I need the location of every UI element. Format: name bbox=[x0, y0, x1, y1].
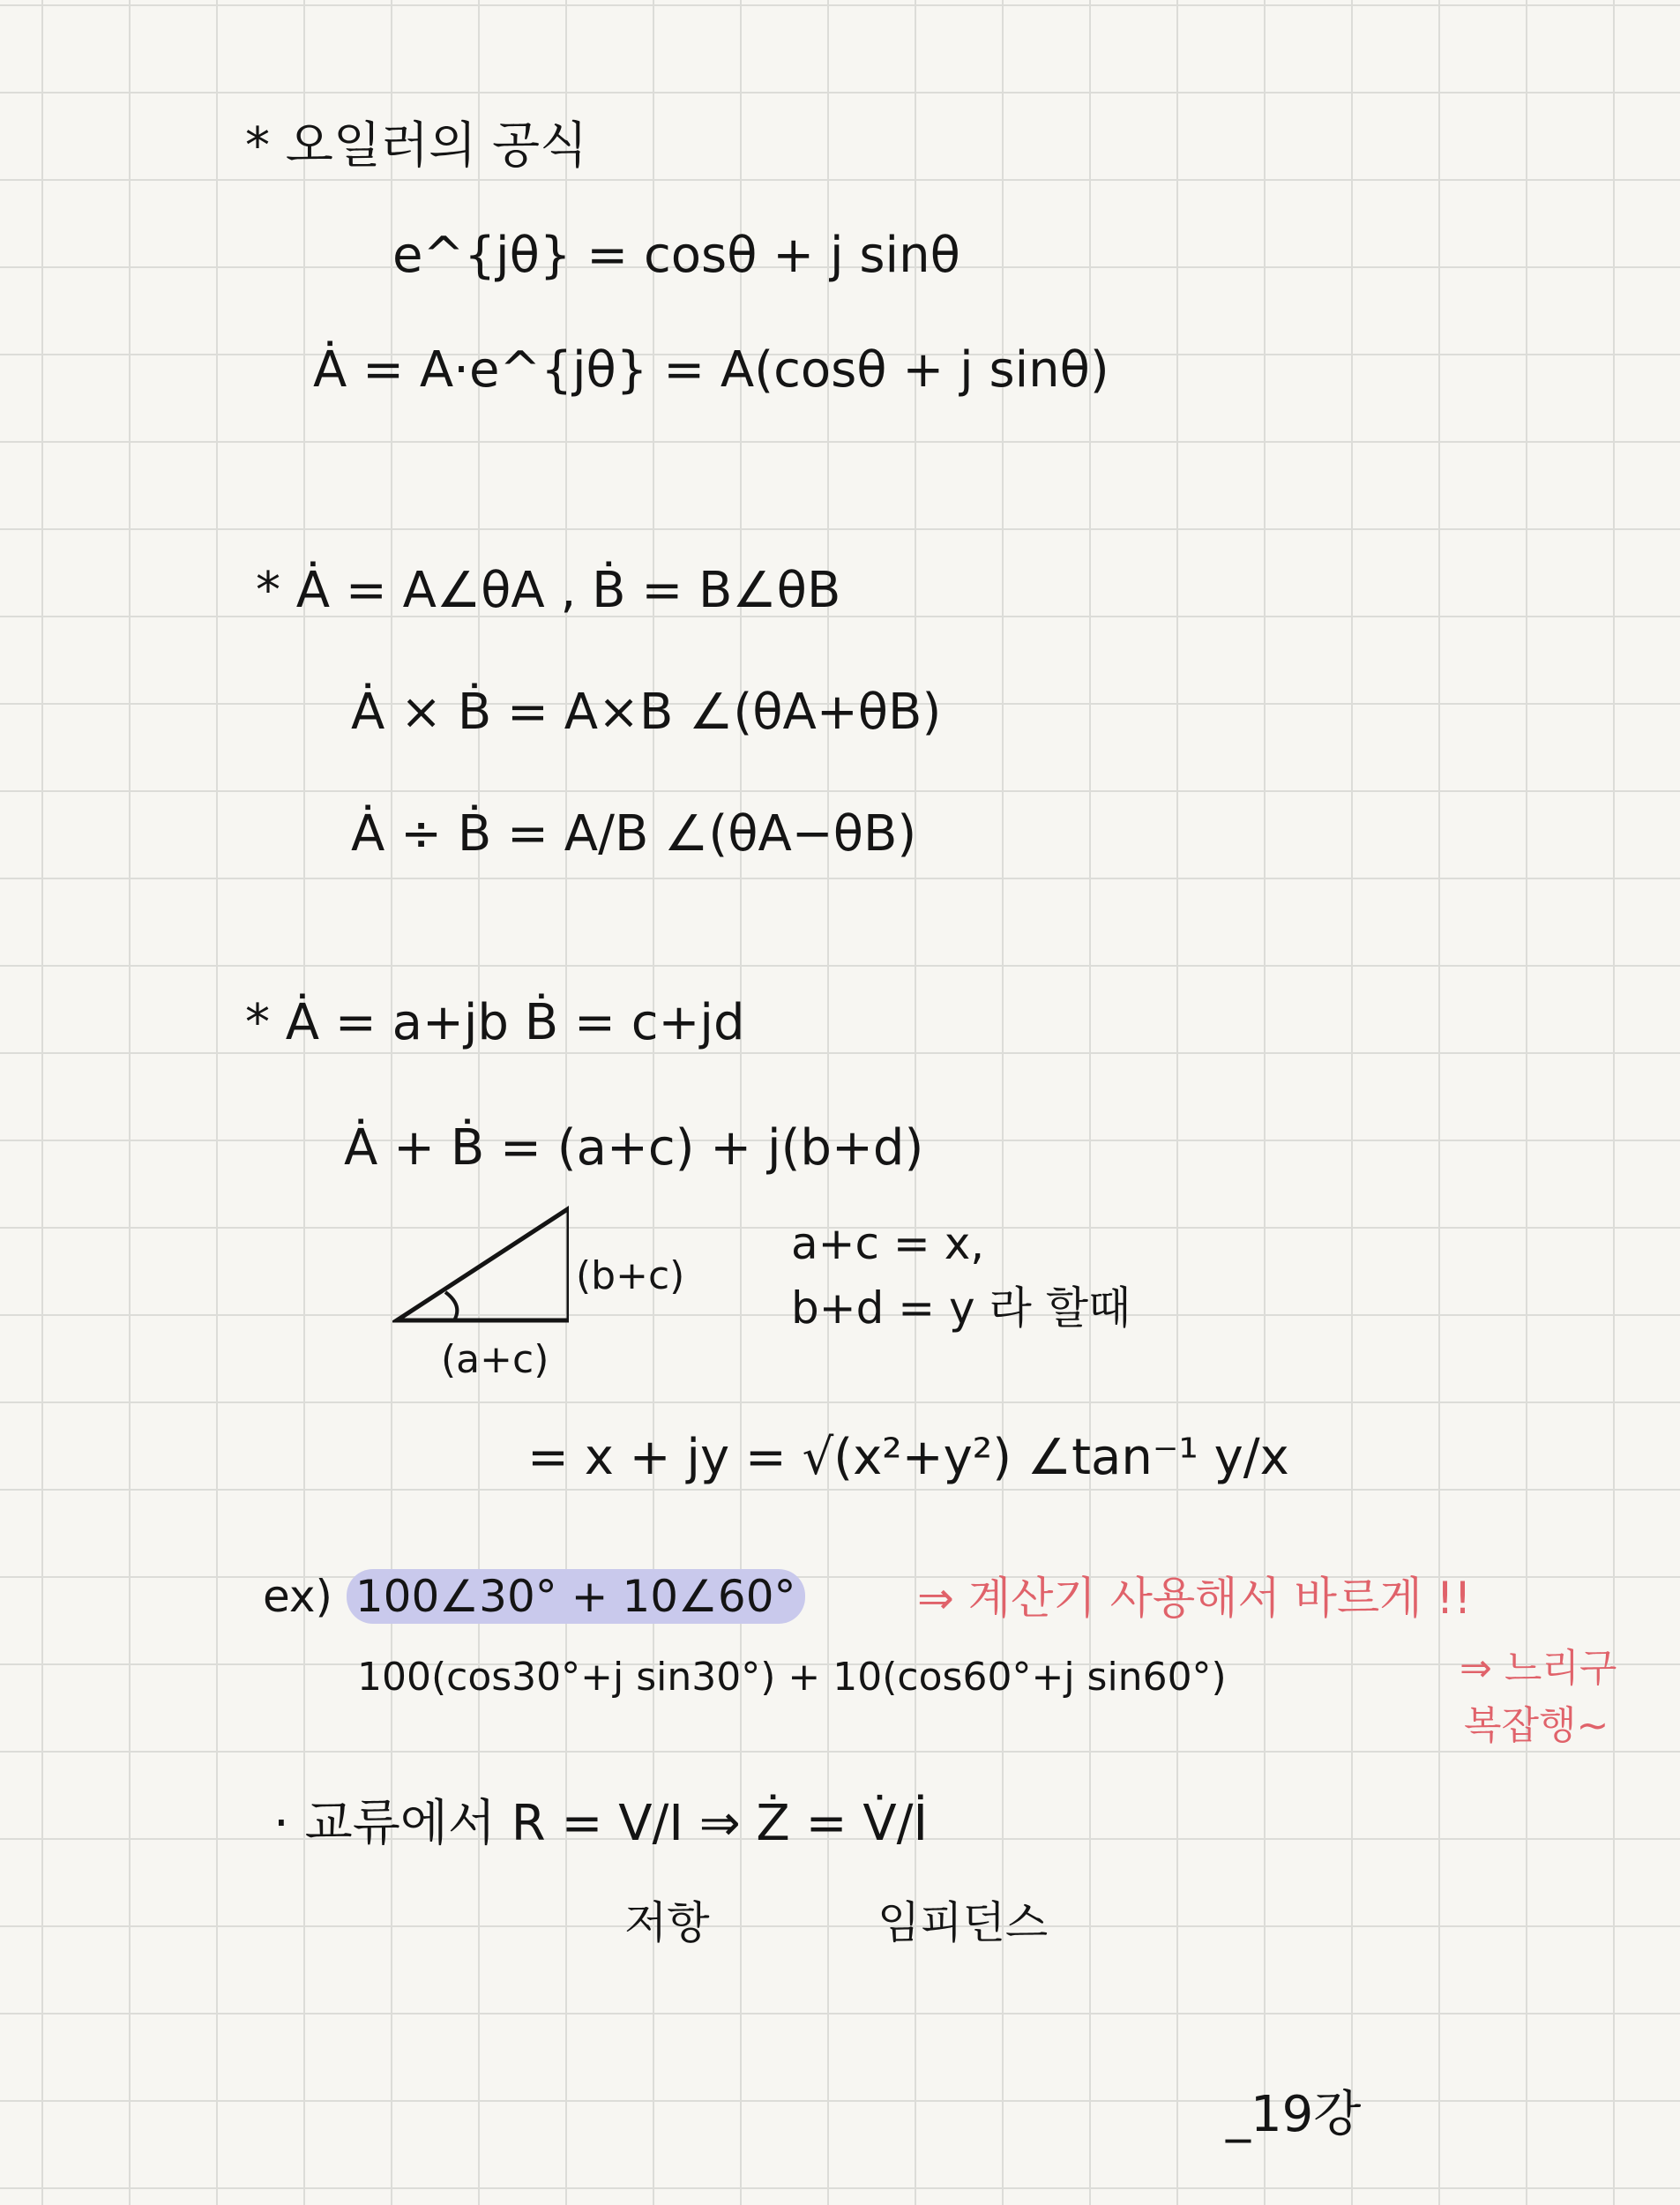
substitution-line-1: a+c = x, bbox=[791, 1218, 985, 1269]
example-expression bbox=[263, 1571, 805, 1622]
example-highlight: 100∠30° + 10∠60° bbox=[347, 1569, 805, 1624]
rect-result: = x + jy = √(x²+y²) ∠tan⁻¹ y/x bbox=[527, 1429, 1289, 1486]
rect-add: Ȧ + Ḃ = (a+c) + j(b+d) bbox=[344, 1119, 924, 1177]
label-resistance: 저항 bbox=[624, 1897, 710, 1948]
polar-multiply: Ȧ × Ḃ = A×B ∠(θA+θB) bbox=[351, 684, 942, 741]
lecture-number: _19강 bbox=[1226, 2086, 1362, 2143]
right-triangle-diagram bbox=[392, 1204, 569, 1327]
triangle-side-label: (b+c) bbox=[576, 1253, 685, 1298]
example-annotation: ⇒ 계산기 사용해서 바르게 !! bbox=[917, 1573, 1472, 1624]
polar-definition: * Ȧ = A∠θA , Ḃ = B∠θB bbox=[256, 562, 841, 619]
euler-formula: e^{jθ} = cosθ + j sinθ bbox=[392, 227, 960, 284]
polar-divide: Ȧ ÷ Ḃ = A/B ∠(θA−θB) bbox=[351, 805, 917, 863]
label-impedance: 임피던스 bbox=[877, 1897, 1049, 1948]
example-prefix: ex) bbox=[263, 1571, 347, 1622]
substitution-line-2: b+d = y 라 할때 bbox=[791, 1282, 1131, 1334]
triangle-base-label: (a+c) bbox=[441, 1337, 549, 1382]
side-note-2: 복잡행~ bbox=[1464, 1703, 1609, 1748]
example-expansion: 100(cos30°+j sin30°) + 10(cos60°+j sin60°) bbox=[357, 1655, 1227, 1700]
euler-title: * 오일러의 공식 bbox=[245, 117, 588, 175]
side-note-1: ⇒ 느리구 bbox=[1460, 1646, 1617, 1691]
ac-impedance-line: · 교류에서 R = V/I ⇒ Ż = V̇/İ bbox=[273, 1795, 929, 1852]
phasor-euler-formula: Ȧ = A·e^{jθ} = A(cosθ + j sinθ) bbox=[313, 341, 1109, 399]
rect-definition: * Ȧ = a+jb Ḃ = c+jd bbox=[245, 994, 745, 1051]
